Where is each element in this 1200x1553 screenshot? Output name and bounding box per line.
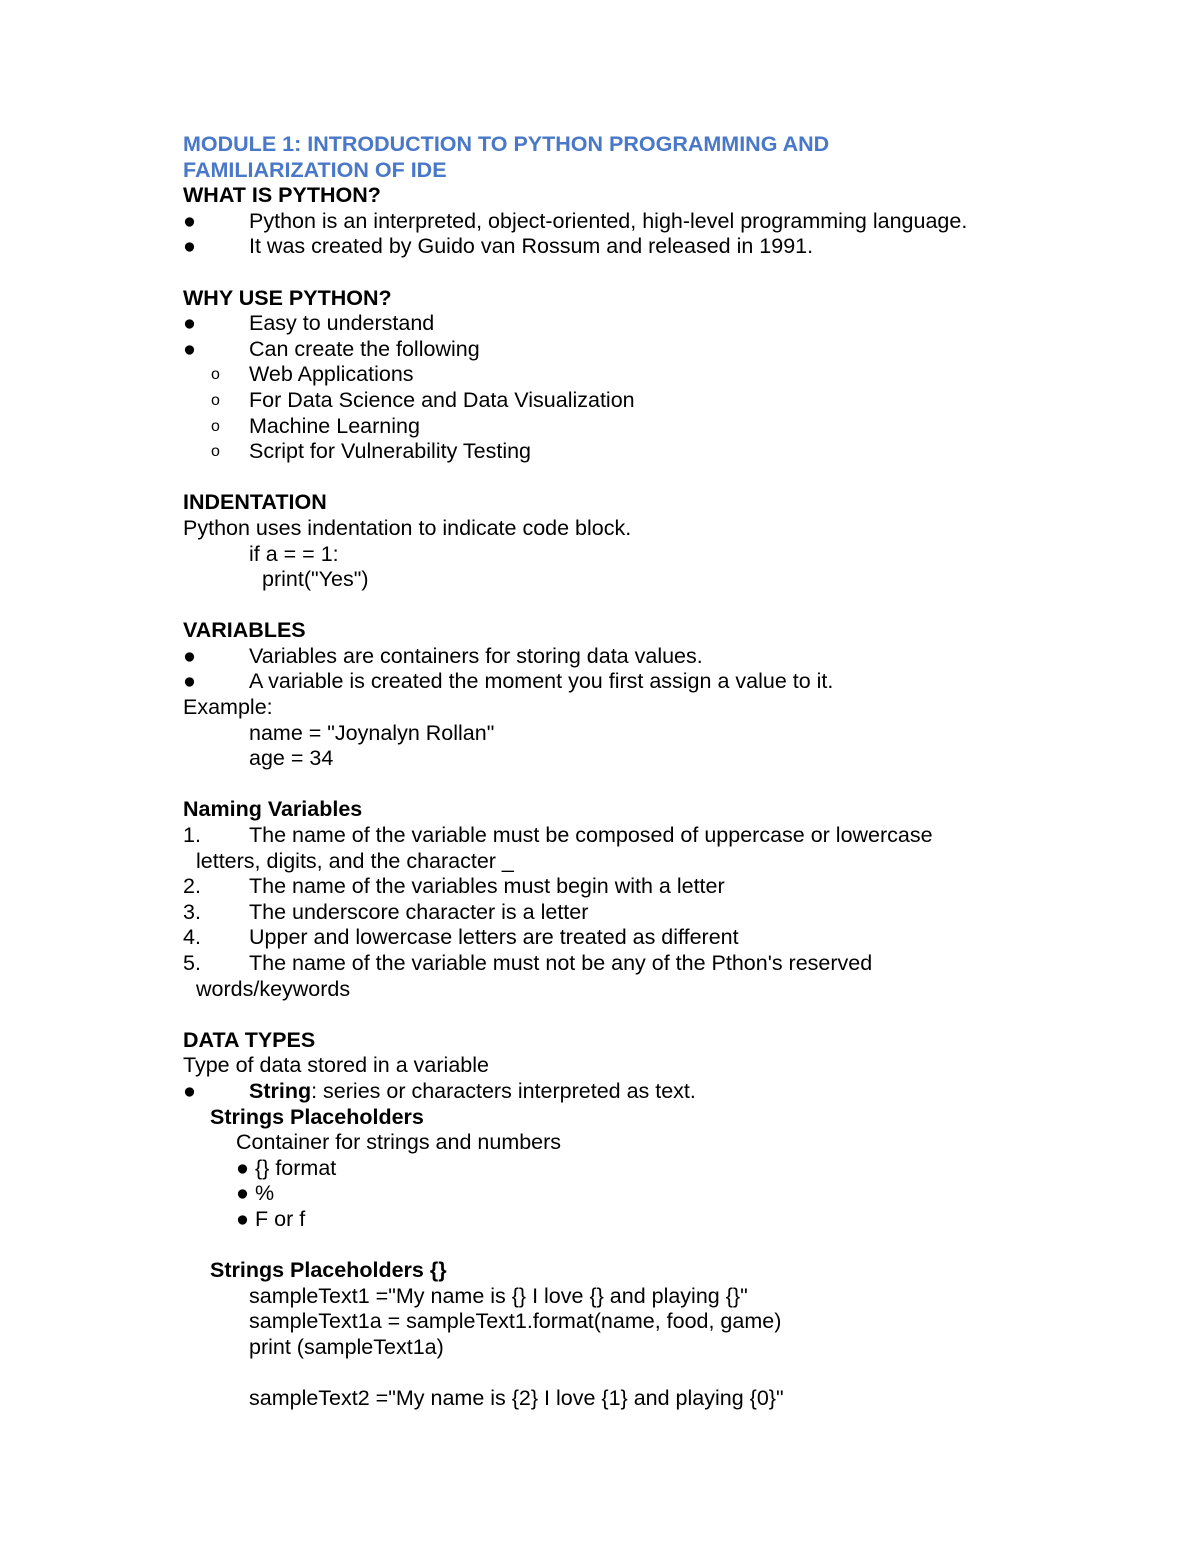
hollow-bullet-icon: o bbox=[211, 366, 220, 384]
code-line: sampleText1a = sampleText1.format(name, food, game) bbox=[249, 1309, 782, 1334]
why-use-python-heading: WHY USE PYTHON? bbox=[183, 285, 392, 310]
list-item-text: Can create the following bbox=[249, 336, 480, 361]
bullet-icon: ● bbox=[183, 336, 196, 361]
numbered-item-text: The name of the variables must begin with a letter bbox=[249, 874, 725, 899]
bullet-icon: ● bbox=[236, 1181, 249, 1206]
string-label: String bbox=[249, 1078, 312, 1103]
indentation-heading: INDENTATION bbox=[183, 490, 327, 515]
data-types-text: Type of data stored in a variable bbox=[183, 1053, 489, 1078]
list-item-text: % bbox=[255, 1181, 275, 1206]
list-item bbox=[183, 1207, 1143, 1233]
numbered-item-text: The name of the variable must not be any of the Pthon's reserved bbox=[249, 951, 873, 975]
list-item-text bbox=[249, 1079, 696, 1105]
what-is-python-heading: WHAT IS PYTHON? bbox=[183, 183, 381, 208]
strings-placeholders-heading: Strings Placeholders bbox=[210, 1104, 424, 1129]
data-types-heading: DATA TYPES bbox=[183, 1027, 316, 1052]
bullet-icon: ● bbox=[236, 1155, 249, 1180]
list-item-text: {} format bbox=[255, 1155, 337, 1180]
bullet-icon: ● bbox=[183, 311, 196, 336]
code-line: print("Yes") bbox=[262, 567, 369, 592]
code-line: sampleText1 ="My name is {} I love {} and playing {}" bbox=[249, 1283, 748, 1308]
bullet-icon: ● bbox=[236, 1206, 249, 1231]
item-number: 1. bbox=[183, 823, 201, 848]
sub-list-item bbox=[183, 414, 1143, 440]
sub-list-item bbox=[183, 388, 1143, 414]
variables-heading: VARIABLES bbox=[183, 618, 306, 643]
document-content bbox=[183, 132, 1143, 1412]
code-line: if a = = 1: bbox=[249, 541, 339, 566]
string-description: : series or characters interpreted as text. bbox=[311, 1078, 696, 1103]
list-item-text: Variables are containers for storing data values. bbox=[249, 643, 703, 668]
bullet-icon: ● bbox=[183, 234, 196, 259]
list-item bbox=[183, 1079, 1143, 1105]
example-label: Example: bbox=[183, 695, 273, 720]
sub-list-item bbox=[183, 439, 1143, 465]
item-number: 5. bbox=[183, 951, 201, 975]
naming-variables-heading: Naming Variables bbox=[183, 797, 363, 822]
code-line: sampleText2 ="My name is {2} I love {1} and playing {0}" bbox=[249, 1386, 784, 1411]
numbered-item bbox=[183, 951, 1143, 977]
list-item bbox=[183, 1181, 1143, 1207]
bullet-icon: ● bbox=[183, 208, 196, 233]
item-number: 2. bbox=[183, 874, 201, 899]
numbered-item-text: Upper and lowercase letters are treated as different bbox=[249, 925, 739, 950]
list-item bbox=[183, 234, 1143, 260]
list-item bbox=[183, 337, 1143, 363]
list-item bbox=[183, 644, 1143, 670]
sub-list-item bbox=[183, 362, 1143, 388]
sub-list-item-text: Web Applications bbox=[249, 362, 414, 387]
item-number: 3. bbox=[183, 899, 201, 924]
module-title-line2: FAMILIARIZATION OF IDE bbox=[183, 157, 447, 182]
list-item bbox=[183, 209, 1143, 235]
code-line: print (sampleText1a) bbox=[249, 1334, 444, 1359]
bullet-icon: ● bbox=[183, 1078, 196, 1103]
strings-placeholders-braces-heading: Strings Placeholders {} bbox=[210, 1258, 447, 1283]
placeholders-text: Container for strings and numbers bbox=[236, 1130, 562, 1155]
sub-list-item-text: For Data Science and Data Visualization bbox=[249, 387, 635, 412]
numbered-item bbox=[183, 874, 1143, 900]
hollow-bullet-icon: o bbox=[211, 391, 220, 409]
numbered-item-text: The underscore character is a letter bbox=[249, 899, 589, 924]
sub-list-item-text: Script for Vulnerability Testing bbox=[249, 439, 532, 464]
sub-list-item-text: Machine Learning bbox=[249, 413, 420, 438]
bullet-icon: ● bbox=[183, 669, 196, 694]
item-number: 4. bbox=[183, 925, 201, 950]
indentation-text: Python uses indentation to indicate code block. bbox=[183, 515, 632, 540]
numbered-item bbox=[183, 900, 1143, 926]
list-item-text: It was created by Guido van Rossum and released in 1991. bbox=[249, 234, 814, 259]
numbered-item-continuation: letters, digits, and the character _ bbox=[196, 848, 514, 873]
hollow-bullet-icon: o bbox=[211, 417, 220, 435]
list-item bbox=[183, 1156, 1143, 1182]
module-title-line1: MODULE 1: INTRODUCTION TO PYTHON PROGRAMMING AND bbox=[183, 132, 830, 156]
numbered-item bbox=[183, 823, 1143, 849]
list-item bbox=[183, 669, 1143, 695]
list-item-text: Easy to understand bbox=[249, 311, 435, 336]
numbered-item-text: The name of the variable must be composed of uppercase or lowercase bbox=[249, 823, 933, 848]
list-item-text: A variable is created the moment you first assign a value to it. bbox=[249, 669, 834, 694]
hollow-bullet-icon: o bbox=[211, 443, 220, 461]
code-line: name = "Joynalyn Rollan" bbox=[249, 720, 495, 745]
list-item-text: F or f bbox=[255, 1206, 306, 1231]
list-item-text: Python is an interpreted, object-oriented, high-level programming language. bbox=[249, 208, 968, 233]
numbered-item bbox=[183, 925, 1143, 951]
bullet-icon: ● bbox=[183, 643, 196, 668]
list-item bbox=[183, 311, 1143, 337]
numbered-item-continuation: words/keywords bbox=[196, 976, 351, 1001]
code-line: age = 34 bbox=[249, 746, 334, 771]
